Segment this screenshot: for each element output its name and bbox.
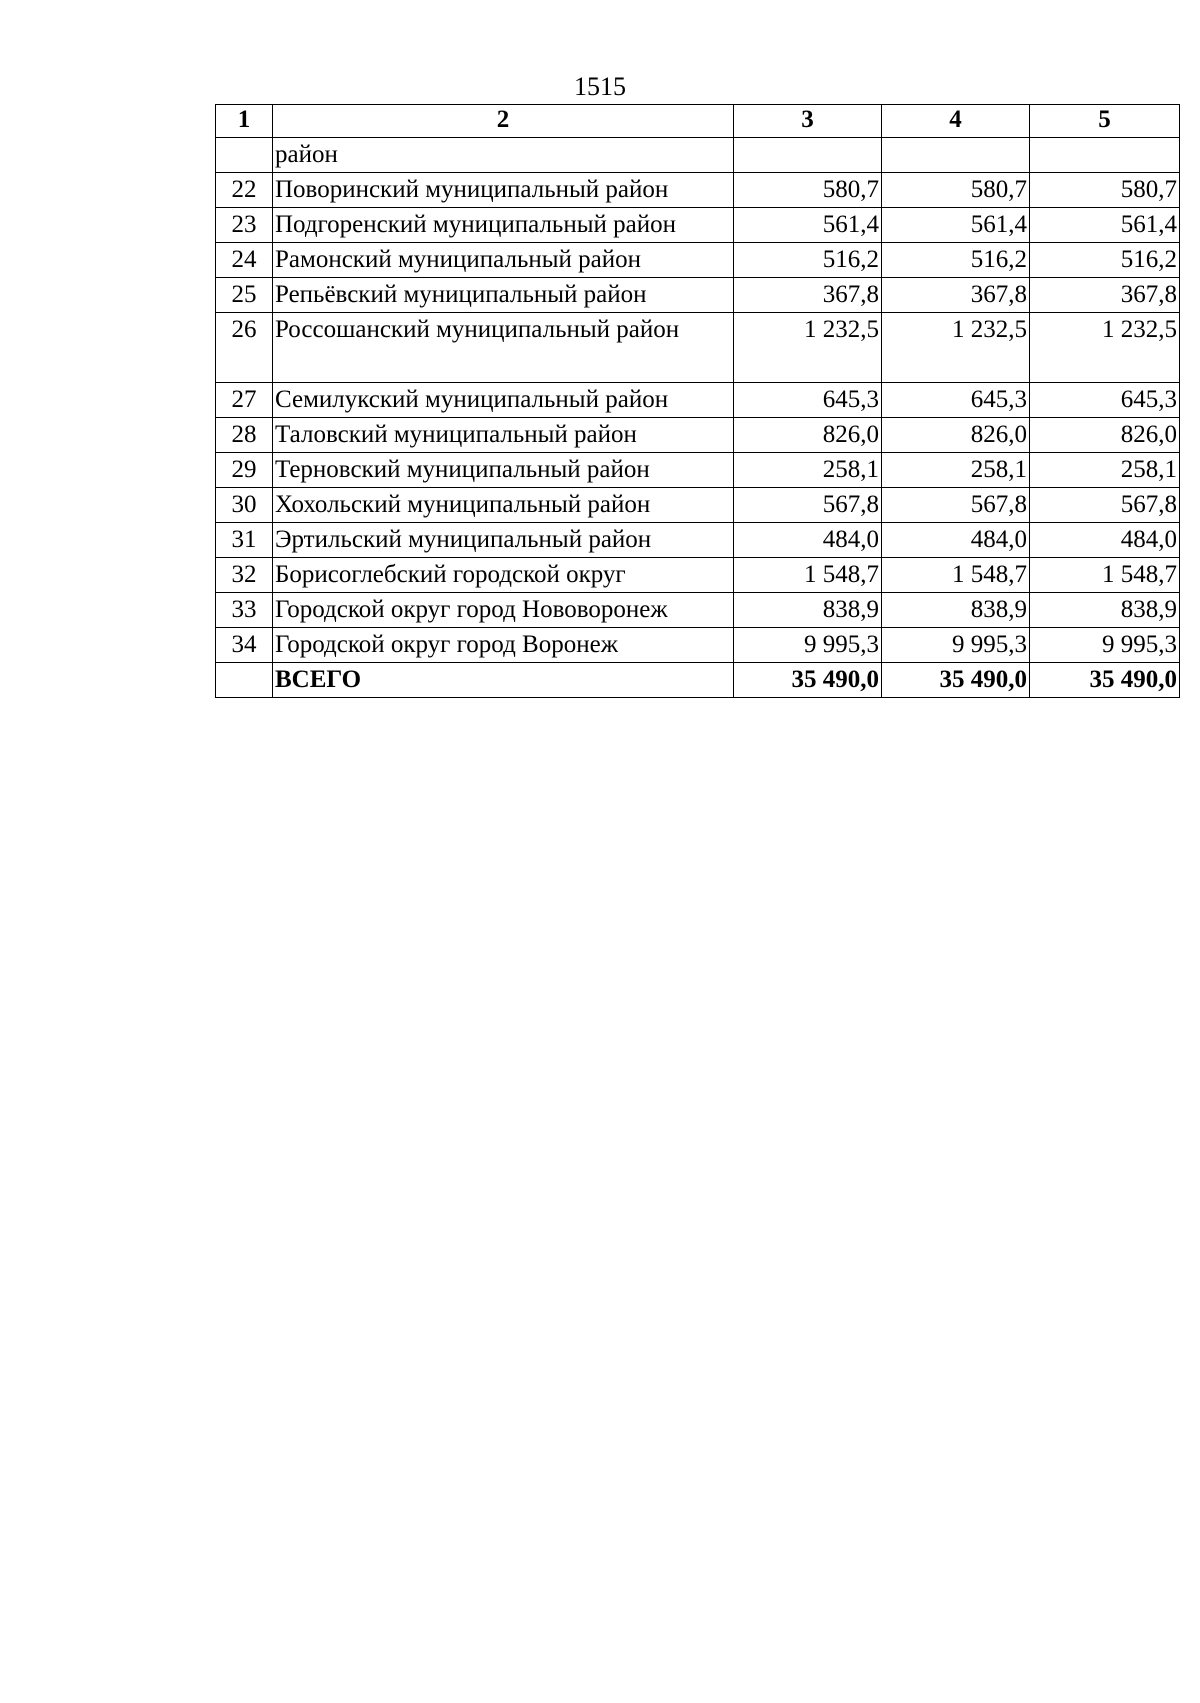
row-value-4: 484,0 (882, 523, 1030, 558)
row-value-3: 838,9 (734, 593, 882, 628)
row-value-3 (734, 138, 882, 173)
column-header-1: 1 (216, 105, 273, 138)
row-number: 26 (216, 313, 273, 383)
row-value-3: 580,7 (734, 173, 882, 208)
row-value-5: 1 548,7 (1030, 558, 1180, 593)
row-value-5: 9 995,3 (1030, 628, 1180, 663)
row-value-4: 9 995,3 (882, 628, 1030, 663)
row-name: Хохольский муниципальный район (273, 488, 734, 523)
row-name: Городской округ город Нововоронеж (273, 593, 734, 628)
row-value-5: 645,3 (1030, 383, 1180, 418)
row-number: 27 (216, 383, 273, 418)
row-value-4 (882, 138, 1030, 173)
row-value-4: 367,8 (882, 278, 1030, 313)
row-value-3: 9 995,3 (734, 628, 882, 663)
row-value-3: 1 548,7 (734, 558, 882, 593)
table-row (216, 208, 1180, 243)
table-header-row (216, 105, 1180, 138)
row-value-5: 1 232,5 (1030, 313, 1180, 383)
row-name: Эртильский муниципальный район (273, 523, 734, 558)
table-row (216, 383, 1180, 418)
table-row (216, 278, 1180, 313)
total-label: ВСЕГО (273, 663, 734, 698)
page-number: 1515 (574, 72, 626, 101)
table-row (216, 418, 1180, 453)
row-value-4: 580,7 (882, 173, 1030, 208)
row-value-4: 645,3 (882, 383, 1030, 418)
row-value-5: 580,7 (1030, 173, 1180, 208)
row-value-3: 826,0 (734, 418, 882, 453)
row-name: Городской округ город Воронеж (273, 628, 734, 663)
table-row (216, 488, 1180, 523)
row-value-4: 567,8 (882, 488, 1030, 523)
column-header-3: 3 (734, 105, 882, 138)
row-name: Борисоглебский городской округ (273, 558, 734, 593)
row-value-4: 561,4 (882, 208, 1030, 243)
total-number (216, 663, 273, 698)
row-value-4: 826,0 (882, 418, 1030, 453)
row-number: 33 (216, 593, 273, 628)
row-value-3: 258,1 (734, 453, 882, 488)
row-number: 22 (216, 173, 273, 208)
table-row (216, 558, 1180, 593)
row-number: 29 (216, 453, 273, 488)
row-name: Терновский муниципальный район (273, 453, 734, 488)
table-row (216, 243, 1180, 278)
row-value-3: 561,4 (734, 208, 882, 243)
row-value-5: 516,2 (1030, 243, 1180, 278)
total-row (216, 663, 1180, 698)
row-number: 28 (216, 418, 273, 453)
row-number: 31 (216, 523, 273, 558)
row-number: 30 (216, 488, 273, 523)
row-value-3: 567,8 (734, 488, 882, 523)
row-value-4: 516,2 (882, 243, 1030, 278)
table-row (216, 628, 1180, 663)
row-number: 32 (216, 558, 273, 593)
row-value-3: 645,3 (734, 383, 882, 418)
row-number: 25 (216, 278, 273, 313)
row-value-5: 561,4 (1030, 208, 1180, 243)
row-value-5 (1030, 138, 1180, 173)
row-name: район (273, 138, 734, 173)
row-value-3: 1 232,5 (734, 313, 882, 383)
table-row (216, 173, 1180, 208)
row-value-3: 484,0 (734, 523, 882, 558)
column-header-4: 4 (882, 105, 1030, 138)
row-name: Таловский муниципальный район (273, 418, 734, 453)
column-header-5: 5 (1030, 105, 1180, 138)
row-name: Россошанский муниципальный район (273, 313, 734, 383)
total-value-4: 35 490,0 (882, 663, 1030, 698)
row-value-4: 258,1 (882, 453, 1030, 488)
data-table (215, 104, 1180, 698)
table-row (216, 453, 1180, 488)
total-value-5: 35 490,0 (1030, 663, 1180, 698)
row-number: 23 (216, 208, 273, 243)
row-value-3: 516,2 (734, 243, 882, 278)
row-name: Семилукский муниципальный район (273, 383, 734, 418)
row-value-5: 258,1 (1030, 453, 1180, 488)
row-name: Поворинский муниципальный район (273, 173, 734, 208)
row-value-4: 1 548,7 (882, 558, 1030, 593)
row-value-4: 1 232,5 (882, 313, 1030, 383)
total-value-3: 35 490,0 (734, 663, 882, 698)
row-value-5: 838,9 (1030, 593, 1180, 628)
row-value-3: 367,8 (734, 278, 882, 313)
row-number: 24 (216, 243, 273, 278)
table-row (216, 313, 1180, 383)
row-value-5: 826,0 (1030, 418, 1180, 453)
row-name: Рамонский муниципальный район (273, 243, 734, 278)
row-value-5: 567,8 (1030, 488, 1180, 523)
row-name: Репьёвский муниципальный район (273, 278, 734, 313)
row-name: Подгоренский муниципальный район (273, 208, 734, 243)
row-value-5: 367,8 (1030, 278, 1180, 313)
row-value-5: 484,0 (1030, 523, 1180, 558)
row-number (216, 138, 273, 173)
table-row (216, 138, 1180, 173)
row-number: 34 (216, 628, 273, 663)
column-header-2: 2 (273, 105, 734, 138)
table-row (216, 523, 1180, 558)
row-value-4: 838,9 (882, 593, 1030, 628)
table-row (216, 593, 1180, 628)
